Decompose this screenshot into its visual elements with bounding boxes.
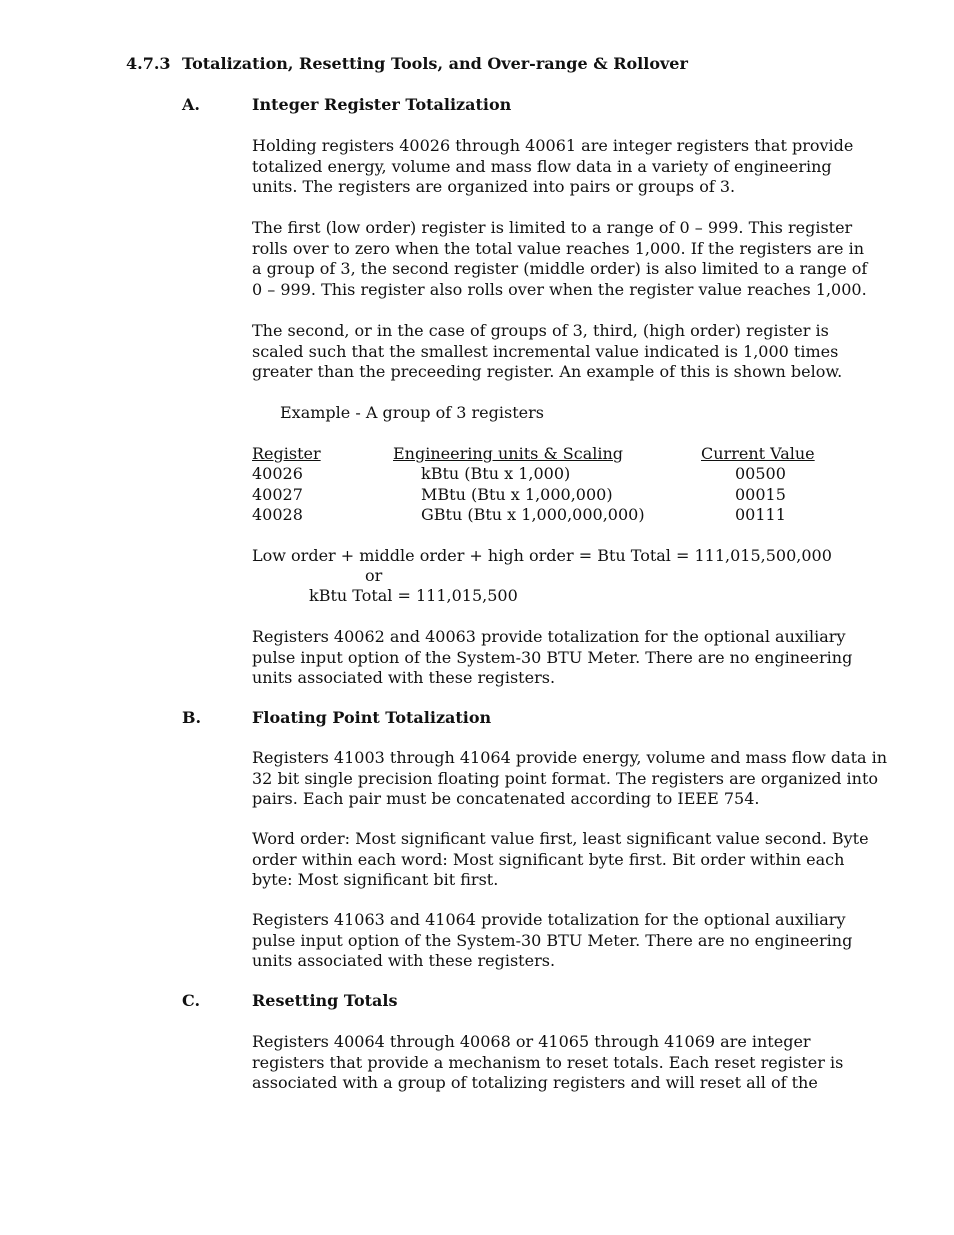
table-cell: 40028 [252, 505, 303, 524]
text-line: Registers 40064 through 40068 or 41065 through 41069 are integer [252, 1032, 811, 1051]
text-line: units associated with these registers. [252, 951, 556, 970]
text-line: units. The registers are organized into pairs or groups of 3. [252, 177, 736, 196]
paragraph-a2 [252, 218, 866, 300]
subsection-a-heading: Integer Register Totalization [252, 95, 512, 114]
table-cell: MBtu (Btu x 1,000,000) [421, 485, 613, 504]
table-cell: 00500 [735, 464, 786, 483]
example-label: Example - A group of 3 registers [280, 403, 544, 422]
text-line: registers that provide a mechanism to reset totals. Each reset register is [252, 1052, 844, 1072]
table-header-value: Current Value [701, 444, 815, 463]
paragraph-b3 [252, 910, 866, 972]
subsection-b-heading: Floating Point Totalization [252, 708, 492, 727]
text-line: 0 – 999. This register also rolls over when the register value reaches 1,000. [252, 279, 867, 299]
text-line: units associated with these registers. [252, 668, 556, 687]
text-line: pulse input option of the System-30 BTU Meter. There are no engineering [252, 647, 853, 667]
text-line: Registers 41063 and 41064 provide totalization for the optional auxiliary [252, 910, 846, 929]
paragraph-a1 [252, 136, 866, 198]
table-cell: kBtu (Btu x 1,000) [421, 464, 571, 483]
paragraph-a4 [252, 627, 866, 689]
section-title: Totalization, Resetting Tools, and Over-range & Rollover [182, 54, 688, 73]
subsection-b-letter: B. [182, 708, 202, 727]
table-cell: 00111 [735, 505, 786, 524]
text-line: The second, or in the case of groups of 3, third, (high order) register is [252, 321, 829, 340]
text-line: rolls over to zero when the total value reaches 1,000. If the registers are in [252, 238, 865, 258]
formula-line-2: kBtu Total = 111,015,500 [309, 586, 518, 605]
table-cell: 40026 [252, 464, 303, 483]
text-line: 32 bit single precision floating point format. The registers are organized into [252, 768, 879, 788]
subsection-c-heading: Resetting Totals [252, 991, 398, 1010]
paragraph-c1 [252, 1032, 866, 1094]
text-line: Holding registers 40026 through 40061 are integer registers that provide [252, 136, 854, 155]
text-line: Word order: Most significant value first, least significant value second. Byte [252, 829, 869, 848]
section-number: 4.7.3 [126, 54, 171, 73]
text-line: totalized energy, volume and mass flow data in a variety of engineering [252, 156, 832, 176]
formula-line-1: Low order + middle order + high order = Btu Total = 111,015,500,000 [252, 546, 832, 565]
table-header-units: Engineering units & Scaling [393, 444, 624, 463]
text-line: a group of 3, the second register (middle order) is also limited to a range of [252, 259, 868, 278]
paragraph-b2 [252, 829, 869, 891]
table-header-register: Register [252, 444, 321, 463]
text-line: associated with a group of totalizing registers and will reset all of the [252, 1073, 818, 1092]
text-line: pulse input option of the System-30 BTU Meter. There are no engineering [252, 930, 853, 950]
text-line: Registers 40062 and 40063 provide totalization for the optional auxiliary [252, 627, 846, 646]
text-line: pairs. Each pair must be concatenated according to IEEE 754. [252, 789, 760, 808]
text-line: greater than the preceeding register. An example of this is shown below. [252, 362, 843, 381]
paragraph-b1 [252, 748, 888, 810]
subsection-c-letter: C. [182, 991, 201, 1010]
paragraph-a3 [252, 321, 866, 383]
text-line: Registers 41003 through 41064 provide energy, volume and mass flow data in [252, 748, 888, 767]
text-line: scaled such that the smallest incremental value indicated is 1,000 times [252, 341, 839, 361]
table-cell: 00015 [735, 485, 786, 504]
text-line: The first (low order) register is limited to a range of 0 – 999. This register [252, 218, 853, 237]
table-cell: 40027 [252, 485, 303, 504]
subsection-a-letter: A. [182, 95, 200, 114]
text-line: order within each word: Most significant byte first. Bit order within each [252, 849, 845, 869]
text-line: byte: Most significant bit first. [252, 870, 499, 889]
table-cell: GBtu (Btu x 1,000,000,000) [421, 505, 645, 524]
formula-or: or [365, 566, 383, 585]
